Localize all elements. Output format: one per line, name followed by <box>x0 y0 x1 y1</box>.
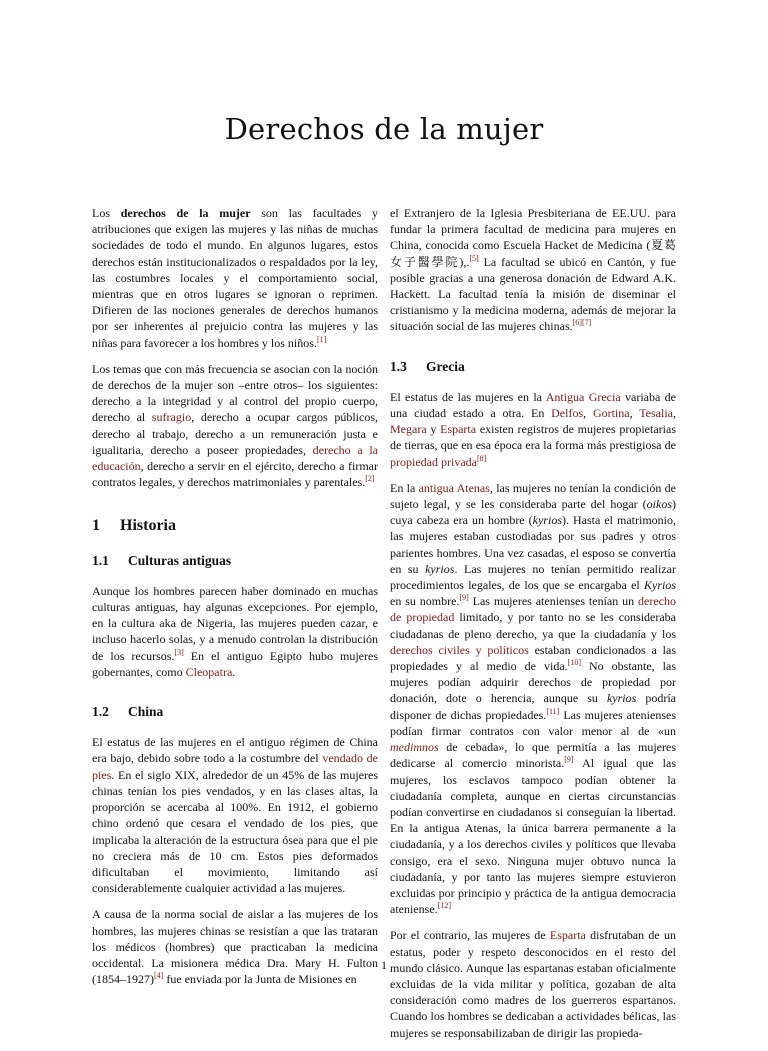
text: , <box>673 406 676 421</box>
reference-link[interactable]: [1] <box>316 334 327 344</box>
medimnos-link[interactable]: medimnos <box>390 740 439 755</box>
text: Al igual que las mujeres, los esclavos tampoco podían obtener la ciudadanía completa, aunque en ciertas circunstancias podían convertirse en ciudadanos si conseguían la libertad. En la antigua Atenas, la única barrera permanente a la ciudadanía, y a los derechos civiles y políticos que llevaba consigo, era el sexo. Ninguna mujer obtuvo nunca la ciudadanía, y por tanto las mujeres siempre estuvieron excluidas por principio y práctica de la antigua democracia ateniense. <box>390 756 677 917</box>
text: en su nombre. <box>390 594 460 609</box>
derechos-civiles-link[interactable]: derechos civiles y políticos <box>390 642 529 657</box>
text: disfrutaban de un estatus, poder y respeto desconocidos en el resto del mundo clásico. Aunque las espartanas estaban oficialmente excluidas de la vida militar y política, gozaban de alta consideración como madres de los guerreros espartanos. Cuando los hombres se dedicaban a actividades bélicas, las mujeres se responsabilizaban de dirigir las propieda- <box>390 928 676 1040</box>
text: No obstante, las mujeres podían adquirir derechos de propiedad por donación, dote o herencia, aunque su <box>390 659 676 706</box>
derecho-propiedad-link[interactable]: derecho de propiedad <box>390 594 676 625</box>
reference-link[interactable]: [9] <box>459 593 469 603</box>
reference-link[interactable]: [5] <box>469 253 479 263</box>
sufragio-link[interactable]: sufragio <box>151 410 192 425</box>
italic-term: kyrios <box>606 691 637 706</box>
cleopatra-link[interactable]: Cleopatra <box>185 664 233 679</box>
atenas-paragraph <box>390 480 676 917</box>
china-paragraph-2 <box>92 906 378 987</box>
italic-term: Kyrios <box>643 578 676 593</box>
section-number: 1.1 <box>92 552 109 568</box>
section-number: 1.2 <box>92 704 109 720</box>
text: , <box>629 406 640 421</box>
esparta-link-2[interactable]: Esparta <box>549 928 586 943</box>
text: el Extranjero de la Iglesia Presbiteriana de EE.UU. para fundar la primera facultad de medicina para mujeres en China, conocida como Escuela Hacket de Medicina ( <box>390 206 676 253</box>
text: existen registros de mujeres propietarias de tierras, que en esa época era la forma más prestigiosa de <box>390 422 676 453</box>
text: de cebada», lo que permitía a las mujeres dedicarse al comercio minorista. <box>390 740 676 771</box>
italic-term: oikos <box>646 497 672 512</box>
atenas-link[interactable]: antigua Atenas <box>418 480 490 495</box>
section-title: Culturas antiguas <box>128 552 232 568</box>
propiedad-privada-link[interactable]: propiedad privada <box>390 454 477 469</box>
reference-link[interactable]: [6][7] <box>572 318 592 328</box>
text: . Las mujeres no tenían permitido realizar procedimientos legales, de los que se encargaba el <box>390 561 676 593</box>
text: Por el contrario, las mujeres de <box>390 928 550 943</box>
section-heading-historia <box>92 518 378 534</box>
page-title: Derechos de la mujer <box>224 112 544 146</box>
text: Los <box>92 206 121 220</box>
educacion-link[interactable]: derecho a la educación <box>92 442 378 474</box>
text: La facultad se ubicó en Cantón, y fue posible gracias a una generosa donación de Edward A.K. Hackett. La facultad tenía la misión de diseminar el cristianismo y la medicina moderna, además de mejorar la situación social de las mujeres chinas. <box>390 254 676 334</box>
intro-paragraph <box>92 205 378 351</box>
text: Las mujeres atenienses tenían un <box>468 594 639 609</box>
reference-link[interactable]: [9] <box>564 755 574 765</box>
text: ),. <box>459 254 470 269</box>
text: ). Hasta el matrimonio, las mujeres estaban custodiadas por sus padres y otros parientes hombres. Una vez casadas, el esposo se convertía en su <box>390 513 676 576</box>
text: y <box>426 422 441 437</box>
text: estaban condicionados a las propiedades y al medio de vida. <box>390 642 676 674</box>
text: son las facultades y atribuciones que exigen las mujeres y las niñas de muchas sociedades de todo el mundo. En algunos lugares, estos derechos están institucionalizados o respaldados por la ley, las costumbres locales y el comportamiento social, mientras que en otros lugares se ignoran o reprimen. Difieren de las nociones generales de derechos humanos por ser inherentes al prejuicio contra las mujeres y las niñas para favorecer a los hombres y los niños. <box>92 206 378 350</box>
subsection-heading-china <box>92 704 378 720</box>
esparta-link[interactable]: Esparta <box>440 422 477 437</box>
topics-paragraph <box>92 361 378 491</box>
subsection-heading-grecia <box>390 359 676 375</box>
text: , las mujeres no tenían la condición de sujeto legal, y se les consideraba parte del hogar ( <box>390 480 676 512</box>
text: El estatus de las mujeres en la <box>390 389 546 404</box>
text: fue enviada por la Junta de Misiones en <box>163 972 357 987</box>
reference-link[interactable]: [2] <box>365 474 375 484</box>
china-paragraph <box>92 734 378 896</box>
fulton-paragraph <box>390 205 676 335</box>
text: Aunque los hombres parecen haber dominado en muchas culturas antiguas, hay algunas excepciones. Por ejemplo, en la cultura aka de Nigeria, las mujeres pueden cazar, e incluso hacerlo solas, y a menudo controlan la distribución de los recursos. <box>92 583 378 663</box>
section-title: Grecia <box>426 358 465 374</box>
text: variaba de una ciudad estado a otra. En <box>390 389 676 421</box>
text: ) cuya cabeza era un hombre ( <box>390 497 676 528</box>
tesalia-link[interactable]: Tesalia <box>639 406 673 421</box>
megara-link[interactable]: Megara <box>390 422 427 437</box>
section-number: 1.3 <box>390 358 407 374</box>
delfos-link[interactable]: Delfos <box>551 406 584 421</box>
text: podría disponer de dichas propiedades. <box>390 691 676 722</box>
page-number: 1 <box>381 958 387 972</box>
italic-term: kyrios <box>532 513 562 528</box>
chinese-name: 夏葛女子醫學院 <box>390 238 676 269</box>
section-title: China <box>128 704 164 720</box>
text: , derecho a ocupar cargos públicos, derecho al trabajo, derecho a un remuneración justa e igualitaria, derecho a poseer propiedades, <box>92 410 378 457</box>
reference-link[interactable]: [10] <box>567 658 581 668</box>
reference-link[interactable]: [4] <box>154 971 164 981</box>
reference-link[interactable]: [8] <box>476 453 487 463</box>
reference-link[interactable]: [11] <box>546 706 560 716</box>
left-column <box>92 205 378 997</box>
antigua-grecia-link[interactable]: Antigua Grecia <box>545 389 621 404</box>
text: , <box>583 406 593 421</box>
gortina-link[interactable]: Gortina <box>592 406 630 421</box>
grecia-paragraph <box>390 389 676 470</box>
bold-term: derechos de la mujer <box>120 206 251 220</box>
subsection-heading-culturas <box>92 553 378 569</box>
italic-term: kyrios <box>425 561 455 576</box>
text: , derecho a servir en el ejército, derecho a firmar contratos legales, y derechos matrimoniales y parentales. <box>92 459 378 490</box>
text: Las mujeres atenienses podían firmar contratos con valor menor al de «un <box>390 707 676 738</box>
reference-link[interactable]: [3] <box>174 647 184 657</box>
right-column <box>390 205 676 1051</box>
text: A causa de la norma social de aislar a las mujeres de los hombres, las mujeres chinas se resistían a que las trataran los médicos (hombres) que practicaban la medicina occidental. La misionera médica Dra. Mary H. Fulton (1854–1927) <box>92 907 378 987</box>
text: limitado, y por tanto no se les consideraba ciudadanas de pleno derecho, ya que la ciudadanía y los <box>390 610 677 641</box>
text: . <box>232 664 236 679</box>
text: El estatus de las mujeres en el antiguo régimen de China era bajo, debido sobre todo a la costumbre del <box>92 735 378 766</box>
text: En la <box>390 480 419 495</box>
text: Los temas que con más frecuencia se asocian con la noción de derechos de la mujer son –entre otros– los siguientes: derecho a la integridad y al control del propio cuerpo, derecho al <box>92 361 378 425</box>
text: En el antiguo Egipto hubo mujeres gobernantes, como <box>92 648 378 679</box>
section-number: 1 <box>92 517 100 535</box>
reference-link[interactable]: [12] <box>437 901 451 911</box>
section-title: Historia <box>120 517 176 535</box>
culturas-paragraph <box>92 583 378 680</box>
text: . En el siglo XIX, alrededor de un 45% de las mujeres chinas tenían los pies vendados, y en las clases altas, la proporción se acercaba al 100%. En 1912, el gobierno chino ordenó que cesara el vendado de los pies, que implicaba la alteración de la estructura ósea para que el pie no creciera más de 10 cm. Estos pies deformados dificultaban el movimiento, limitando así considerablemente cualquier actividad a las mujeres. <box>92 767 378 896</box>
vendado-link[interactable]: vendado de pies <box>92 751 378 782</box>
